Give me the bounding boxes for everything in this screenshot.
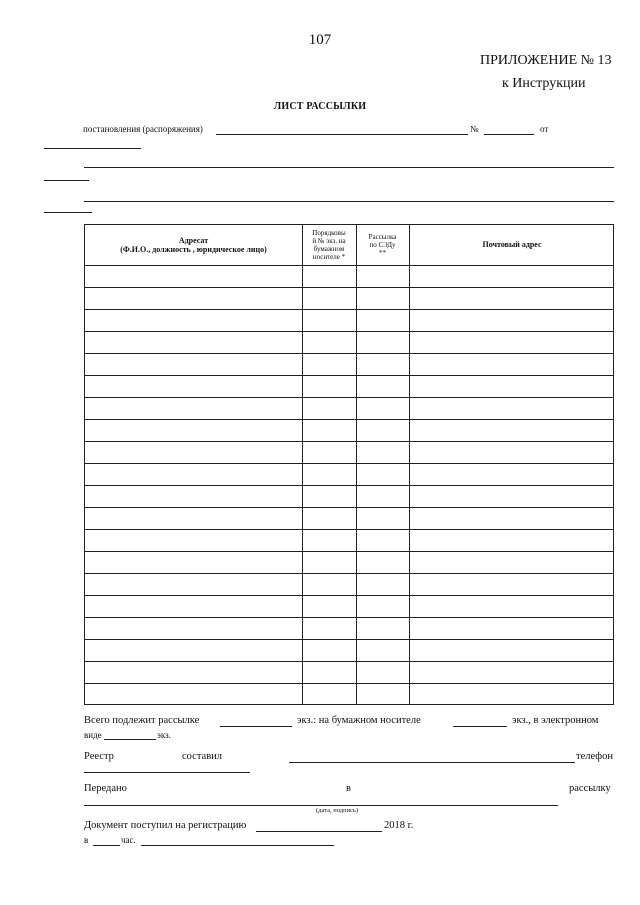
decree-number-label: № xyxy=(470,124,479,134)
column-divider xyxy=(409,225,410,704)
paper-label: экз.: на бумажном носителе xyxy=(297,715,421,726)
decree-label: постановления (распоряжения) xyxy=(83,124,203,134)
transferred-label: Передано xyxy=(84,783,127,794)
document-title: ЛИСТ РАССЫЛКИ xyxy=(273,101,367,112)
table-row xyxy=(85,331,613,332)
header-postal-address: Почтовый адрес xyxy=(482,240,542,250)
paper-copies-blank[interactable] xyxy=(453,726,507,727)
hour-label: час. xyxy=(121,835,136,845)
table-row xyxy=(85,683,613,684)
table-row xyxy=(85,265,613,266)
table-row xyxy=(85,485,613,486)
table-row xyxy=(85,419,613,420)
electronic-label: экз., в электронном xyxy=(512,715,599,726)
date-sign-hint: (дата, подпись) xyxy=(316,807,359,814)
decree-number-blank[interactable] xyxy=(484,134,534,135)
received-date-blank[interactable] xyxy=(256,831,382,832)
composer-blank[interactable] xyxy=(289,762,575,763)
table-row xyxy=(85,507,613,508)
mailing-label: рассылку xyxy=(569,783,611,794)
received-label: Документ поступил на регистрацию xyxy=(84,820,247,831)
table-row xyxy=(85,617,613,618)
table-row xyxy=(85,441,613,442)
in-time-label: в xyxy=(84,835,89,845)
blank-line[interactable] xyxy=(44,180,89,181)
time-blank[interactable] xyxy=(93,845,120,846)
table-row xyxy=(85,287,613,288)
page-number: 107 xyxy=(308,32,332,48)
decree-date-blank[interactable] xyxy=(44,148,141,149)
column-divider xyxy=(302,225,303,704)
year-label: 2018 г. xyxy=(384,820,414,831)
table-row xyxy=(85,309,613,310)
table-row xyxy=(85,595,613,596)
hour-blank[interactable] xyxy=(141,845,334,846)
total-blank[interactable] xyxy=(220,726,292,727)
phone-label: телефон xyxy=(576,751,613,762)
mailing-table xyxy=(84,224,614,705)
table-row xyxy=(85,661,613,662)
header-copy-number: Порядковы й № экз. на бумажном носителе * xyxy=(312,228,346,262)
decree-title-blank[interactable] xyxy=(216,134,468,135)
table-row xyxy=(85,551,613,552)
electronic-copies-blank[interactable] xyxy=(104,739,156,740)
decree-from-label: от xyxy=(540,124,549,134)
table-row xyxy=(85,463,613,464)
table-row xyxy=(85,639,613,640)
table-row xyxy=(85,353,613,354)
blank-line[interactable] xyxy=(84,201,614,202)
appendix-title: ПРИЛОЖЕНИЕ № 13 xyxy=(480,53,612,68)
header-addressee: Адресат (Ф.И.О., должность , юридическое лицо) xyxy=(120,235,267,254)
registry-label: Реестр xyxy=(84,751,114,762)
form-label: виде xyxy=(84,730,102,740)
table-row xyxy=(85,397,613,398)
header-sed-mailing: Рассылка по СЭДу ** xyxy=(368,232,397,258)
blank-line[interactable] xyxy=(84,167,614,168)
in-label: в xyxy=(346,783,351,794)
appendix-subtitle: к Инструкции xyxy=(502,76,586,91)
column-divider xyxy=(356,225,357,704)
composed-label: составил xyxy=(182,751,223,762)
table-row xyxy=(85,573,613,574)
phone-blank[interactable] xyxy=(84,772,250,773)
table-row xyxy=(85,375,613,376)
blank-line[interactable] xyxy=(44,212,92,213)
table-row xyxy=(85,529,613,530)
date-sign-blank[interactable] xyxy=(84,805,558,806)
copies-label: экз. xyxy=(157,730,171,740)
total-label: Всего подлежит рассылке xyxy=(84,715,200,726)
